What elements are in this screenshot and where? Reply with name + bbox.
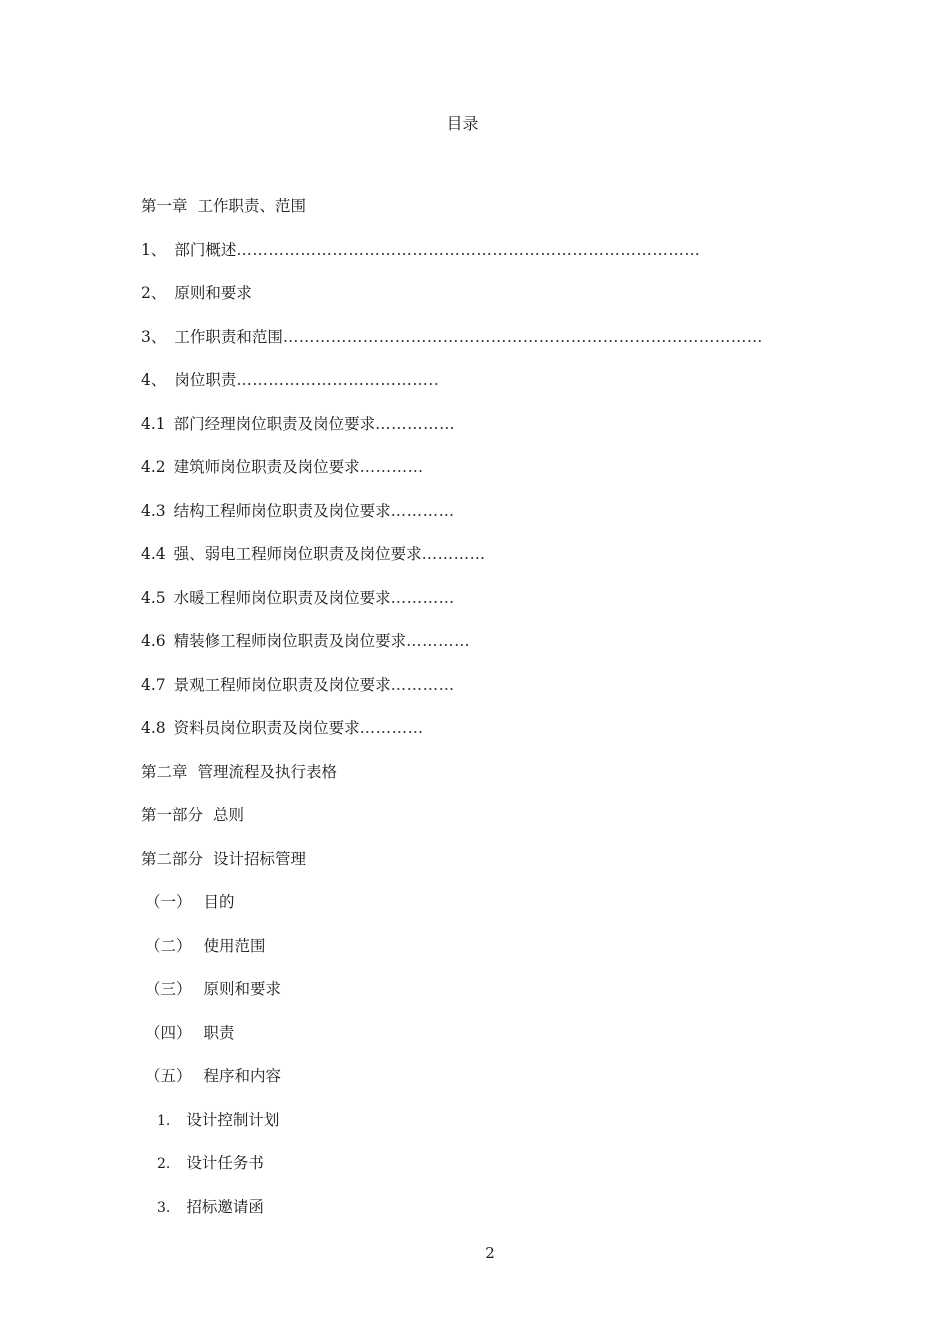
toc-entry[interactable] bbox=[141, 935, 841, 979]
toc-entry[interactable] bbox=[141, 1196, 841, 1240]
toc-entry-text: 资料员岗位职责及岗位要求 bbox=[173, 719, 360, 737]
toc-leader-dots: ……………………………….. bbox=[236, 371, 440, 389]
toc-leader-dots: ………… bbox=[406, 632, 471, 650]
toc-entry[interactable] bbox=[141, 630, 841, 674]
toc-leader-dots: ……………………………………………………………………………… bbox=[282, 327, 763, 346]
toc-entry[interactable] bbox=[141, 1065, 841, 1109]
toc-entry-number: （四） bbox=[145, 1023, 192, 1042]
toc-leader-dots: …………………………………………………………………………… bbox=[236, 240, 701, 259]
toc-title: 目录 bbox=[446, 114, 479, 133]
toc-entry-number: 4.6 bbox=[141, 632, 166, 650]
toc-entry-text: 工作职责、范围 bbox=[197, 197, 307, 215]
toc-entry[interactable] bbox=[141, 239, 841, 283]
toc-entry-number: 4.1 bbox=[141, 414, 166, 433]
toc-entry-number: 4.2 bbox=[141, 458, 166, 476]
toc-entry[interactable] bbox=[141, 1022, 841, 1066]
toc-entry-text: 原则和要求 bbox=[174, 284, 252, 302]
table-of-contents bbox=[141, 195, 841, 1239]
toc-entry[interactable] bbox=[141, 978, 841, 1022]
toc-entry-number: 第二部分 bbox=[141, 849, 204, 868]
toc-entry-number: 3、 bbox=[141, 327, 167, 346]
toc-entry-text: 强、弱电工程师岗位职责及岗位要求 bbox=[173, 545, 422, 563]
toc-entry[interactable] bbox=[141, 1152, 841, 1196]
toc-entry-text: 水暖工程师岗位职责及岗位要求 bbox=[173, 588, 391, 607]
toc-leader-dots: ………… bbox=[390, 501, 455, 520]
toc-entry-text: 原则和要求 bbox=[203, 980, 282, 998]
toc-entry[interactable] bbox=[141, 1109, 841, 1153]
toc-entry-number: 4.4 bbox=[141, 545, 166, 563]
toc-entry-number: （五） bbox=[145, 1067, 192, 1085]
toc-entry-text: 精装修工程师岗位职责及岗位要求 bbox=[173, 632, 407, 650]
toc-entry-text: 景观工程师岗位职责及岗位要求 bbox=[173, 675, 391, 694]
toc-entry-number: 1、 bbox=[141, 240, 167, 259]
toc-entry[interactable] bbox=[141, 891, 841, 935]
toc-entry[interactable] bbox=[141, 456, 841, 500]
toc-entry-part-1[interactable] bbox=[141, 804, 841, 848]
toc-entry[interactable] bbox=[141, 587, 841, 631]
toc-entry-text: 岗位职责 bbox=[174, 371, 237, 389]
toc-leader-dots: ………… bbox=[390, 675, 455, 694]
toc-entry-number: 4.5 bbox=[141, 588, 166, 607]
toc-entry-text: 设计任务书 bbox=[186, 1154, 264, 1172]
toc-entry[interactable] bbox=[141, 717, 841, 761]
toc-entry[interactable] bbox=[141, 500, 841, 544]
toc-leader-dots: ………… bbox=[359, 458, 424, 476]
toc-entry-text: 目的 bbox=[203, 893, 235, 911]
toc-entry-chapter-1[interactable] bbox=[141, 195, 841, 239]
toc-entry[interactable] bbox=[141, 543, 841, 587]
toc-entry-text: 设计控制计划 bbox=[186, 1110, 280, 1129]
toc-entry-text: 职责 bbox=[203, 1023, 235, 1042]
toc-entry-number: 第一部分 bbox=[141, 806, 204, 824]
toc-entry-chapter-2[interactable] bbox=[141, 761, 841, 805]
toc-entry-number: 4.3 bbox=[141, 501, 166, 520]
toc-entry-text: 建筑师岗位职责及岗位要求 bbox=[173, 458, 360, 476]
toc-entry-number: 1. bbox=[157, 1112, 171, 1129]
toc-entry-text: 设计招标管理 bbox=[213, 849, 307, 868]
toc-entry-number: 2、 bbox=[141, 284, 167, 302]
toc-entry-number: 4.8 bbox=[141, 719, 166, 737]
page-number: 2 bbox=[485, 1244, 495, 1262]
toc-entry-number: 4.7 bbox=[141, 675, 166, 694]
toc-entry-text: 程序和内容 bbox=[203, 1067, 282, 1085]
toc-entry-number: （三） bbox=[145, 980, 192, 998]
toc-entry-part-2[interactable] bbox=[141, 848, 841, 892]
toc-entry[interactable] bbox=[141, 413, 841, 457]
toc-entry-number: （一） bbox=[145, 893, 192, 911]
toc-entry-text: 总则 bbox=[213, 806, 245, 824]
toc-entry-text: 使用范围 bbox=[203, 936, 266, 955]
toc-entry[interactable] bbox=[141, 326, 841, 370]
toc-entry-number: 3. bbox=[157, 1199, 171, 1216]
toc-entry-text: 部门经理岗位职责及岗位要求 bbox=[173, 414, 376, 433]
toc-entry-number: 4、 bbox=[141, 371, 167, 389]
toc-leader-dots: ………… bbox=[359, 719, 424, 737]
toc-entry-text: 工作职责和范围 bbox=[174, 327, 283, 346]
toc-entry[interactable] bbox=[141, 282, 841, 326]
toc-entry-text: 管理流程及执行表格 bbox=[197, 762, 338, 781]
toc-entry[interactable] bbox=[141, 674, 841, 718]
toc-entry-number: 第二章 bbox=[141, 762, 188, 781]
toc-entry-text: 部门概述 bbox=[174, 240, 237, 259]
toc-leader-dots: ………… bbox=[390, 588, 455, 607]
toc-leader-dots: …………… bbox=[375, 414, 456, 433]
toc-leader-dots: ………… bbox=[421, 545, 486, 563]
toc-entry-text: 结构工程师岗位职责及岗位要求 bbox=[173, 501, 391, 520]
toc-entry-number: 第一章 bbox=[141, 197, 188, 215]
toc-entry[interactable] bbox=[141, 369, 841, 413]
toc-entry-number: 2. bbox=[157, 1156, 171, 1172]
toc-entry-number: （二） bbox=[145, 936, 192, 955]
toc-entry-text: 招标邀请函 bbox=[186, 1197, 264, 1216]
